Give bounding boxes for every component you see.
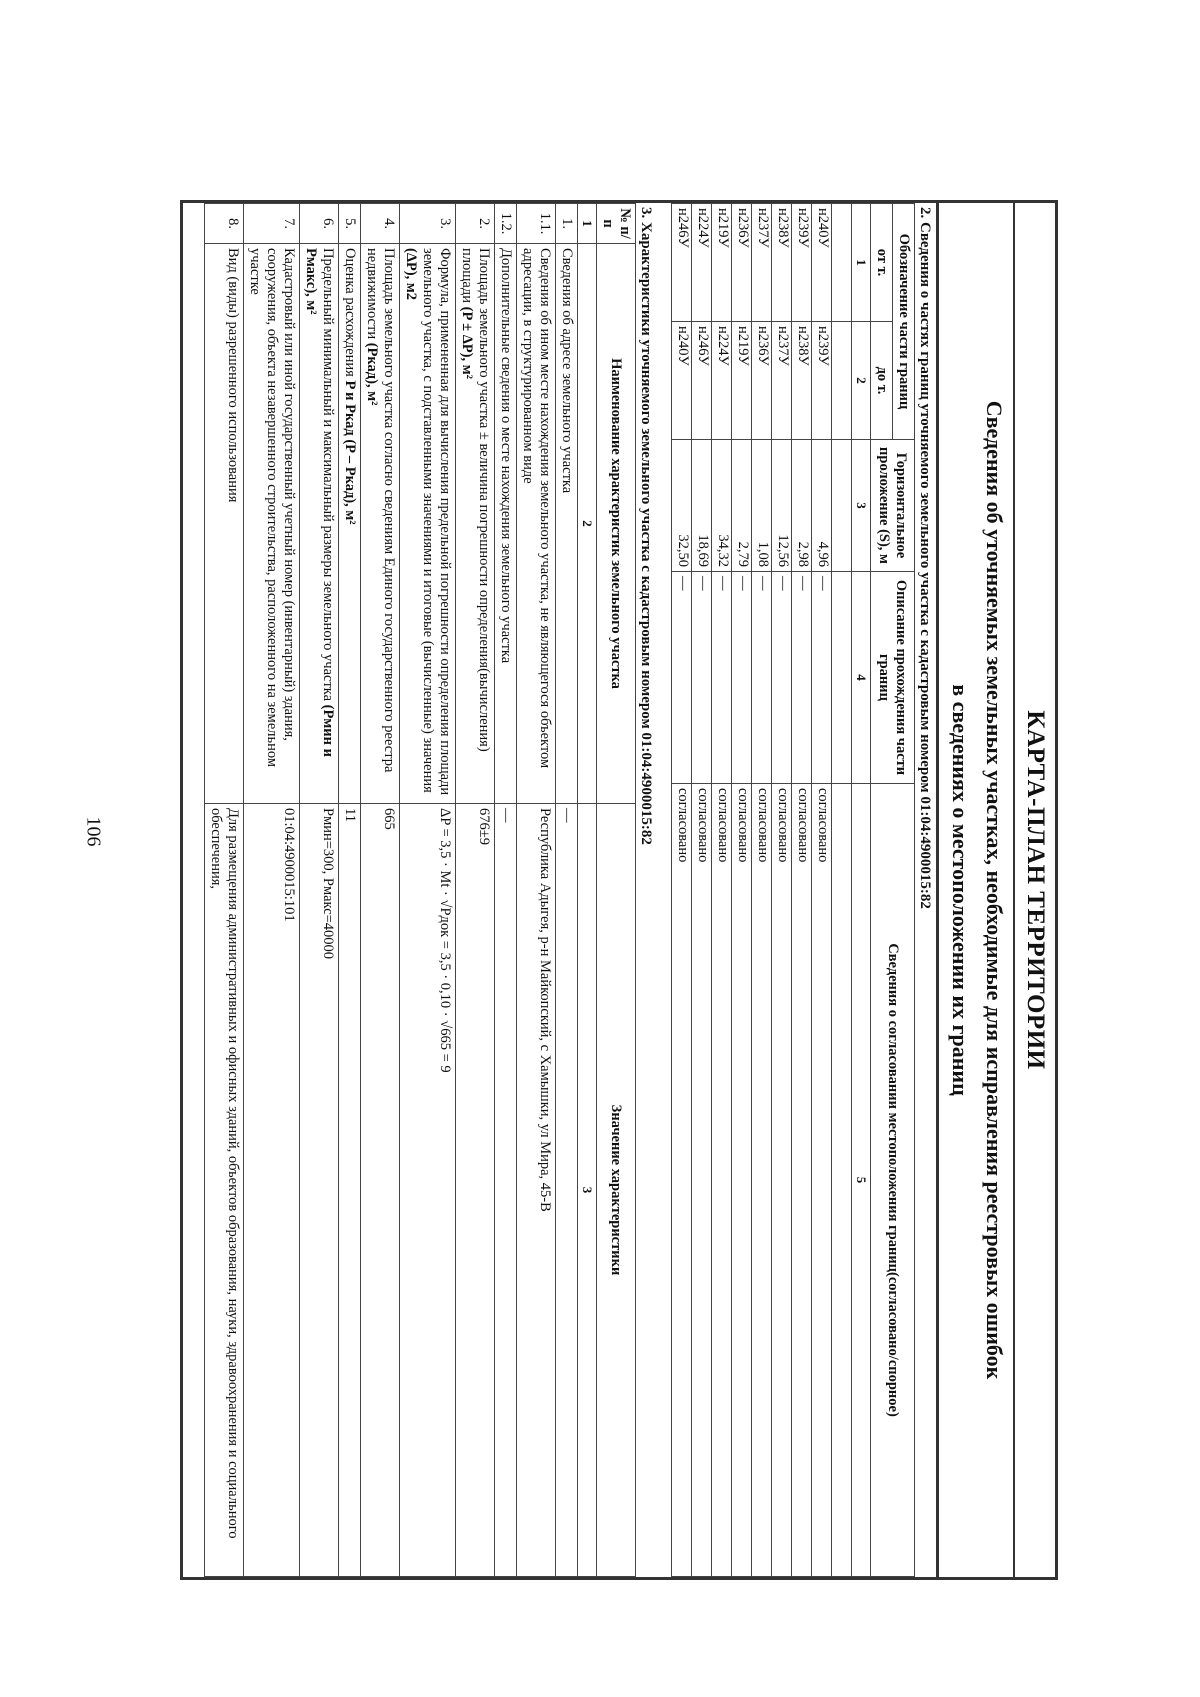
table-row xyxy=(300,204,339,1577)
table-row xyxy=(812,204,832,1577)
characteristic-value: 01:04:4900015:101 xyxy=(244,804,300,1577)
row-number: 6. xyxy=(300,204,339,244)
table-row xyxy=(792,204,812,1577)
horizontal-distance: 18,69 xyxy=(692,440,712,572)
characteristic-name-text: Оценка расхождения xyxy=(342,248,358,377)
characteristic-value: Республика Адыгея, р-н Майкопский, с Хамышки, ул Мира, 45-В xyxy=(517,804,556,1577)
section3-heading: 3. Характеристики уточняемого земельного участка с кадастровым номером 01:04:4900015:82 xyxy=(638,207,654,845)
col-number: 2 xyxy=(852,322,871,440)
characteristic-name xyxy=(339,244,361,804)
col-number: 2 xyxy=(578,244,597,804)
row-number: 7. xyxy=(244,204,300,244)
col-number: № п/п xyxy=(597,204,636,244)
col-number: 4 xyxy=(852,572,871,784)
characteristic-name: Сведения об ином месте нахождения земельного участка, не являющегося объектом адресации, в структурированном виде xyxy=(517,244,556,804)
boundary-description: — xyxy=(732,572,752,784)
characteristic-name: Сведения об адресе земельного участка xyxy=(556,244,578,804)
row-number: 1.2. xyxy=(495,204,517,244)
agreement-status: согласовано xyxy=(752,784,772,1577)
row-number: 2. xyxy=(456,204,495,244)
point-to: н239У xyxy=(812,322,832,440)
boundary-parts-table xyxy=(671,203,915,1577)
agreement-status: согласовано xyxy=(772,784,792,1577)
boundary-description: — xyxy=(792,572,812,784)
col-agreement: Сведения о согласовании местоположения границ(согласовано/спорное) xyxy=(871,784,915,1577)
characteristic-name: Вид (виды) разрешенного использования xyxy=(205,244,244,804)
characteristic-value: 665 xyxy=(361,804,400,1577)
characteristic-name: Дополнительные сведения о месте нахождения земельного участка xyxy=(495,244,517,804)
agreement-status: согласовано xyxy=(812,784,832,1577)
point-from: н224У xyxy=(692,204,712,322)
col-designation: Обозначение части границ xyxy=(893,204,915,440)
col-description: Описание прохождения части границ xyxy=(871,572,915,784)
table-row xyxy=(672,204,692,1577)
characteristic-value: — xyxy=(495,804,517,1577)
point-to: н236У xyxy=(752,322,772,440)
horizontal-distance: 4,96 xyxy=(812,440,832,572)
characteristic-value: — xyxy=(556,804,578,1577)
agreement-status: согласовано xyxy=(792,784,812,1577)
col-number: 5 xyxy=(852,784,871,1577)
agreement-status: согласовано xyxy=(672,784,692,1577)
point-to: н240У xyxy=(672,322,692,440)
characteristic-name xyxy=(456,244,495,804)
point-to: н219У xyxy=(732,322,752,440)
characteristic-name: Кадастровый или иной государственный учетный номер (инвентарный) здания, сооружения, объекта незавершенного строительства, расположенного на земельном участке xyxy=(244,244,300,804)
characteristics-table xyxy=(204,203,636,1577)
agreement-status: согласовано xyxy=(732,784,752,1577)
col-number: 3 xyxy=(852,440,871,572)
col-number: 1 xyxy=(578,204,597,244)
col-from: от т. xyxy=(871,204,893,322)
point-to: н238У xyxy=(792,322,812,440)
col-number: 3 xyxy=(578,804,597,1577)
point-from: н239У xyxy=(792,204,812,322)
characteristic-name-bold: (ΔP), м2 xyxy=(403,248,419,300)
table-row xyxy=(732,204,752,1577)
characteristic-value: Для размещения административных и офисных зданий, объектов образования, науки, здравоохранения и социального обеспечения, xyxy=(205,804,244,1577)
col-to: до т. xyxy=(871,322,893,440)
point-from: н238У xyxy=(772,204,792,322)
boundary-description: — xyxy=(672,572,692,784)
boundary-description: — xyxy=(752,572,772,784)
characteristic-name-text: Предельный минимальный и максимальный размеры земельного участка xyxy=(320,248,336,702)
table-row xyxy=(692,204,712,1577)
characteristic-name xyxy=(361,244,400,804)
table-row xyxy=(205,204,244,1577)
section2-heading: 2. Сведения о частях границ уточняемого земельного участка с кадастровым номером 01:04:4900015:82 xyxy=(917,207,933,909)
characteristic-name-bold: (Ркад), м² xyxy=(364,342,380,406)
row-number: 8. xyxy=(205,204,244,244)
point-to: н224У xyxy=(712,322,732,440)
point-to: н246У xyxy=(692,322,712,440)
characteristic-name-text: Площадь земельного участка согласно сведениям Единого государственного реестра недвижимости xyxy=(364,248,397,773)
table-row xyxy=(772,204,792,1577)
col-number: 1 xyxy=(852,204,871,322)
table-row xyxy=(712,204,732,1577)
row-number: 1.1. xyxy=(517,204,556,244)
table-row xyxy=(339,204,361,1577)
point-from: н237У xyxy=(752,204,772,322)
table-row xyxy=(456,204,495,1577)
characteristic-name-bold: (P ± ΔP), м² xyxy=(459,306,475,379)
col-horizontal: Горизонтальное проложение (S), м xyxy=(871,440,915,572)
table-row xyxy=(556,204,578,1577)
characteristic-name xyxy=(300,244,339,804)
row-number: 1. xyxy=(556,204,578,244)
characteristic-value: ΔP = 3,5 · Mt · √Pдок = 3,5 · 0,10 · √665 = 9 xyxy=(400,804,456,1577)
characteristic-name xyxy=(400,244,456,804)
table-row xyxy=(361,204,400,1577)
table-row xyxy=(400,204,456,1577)
characteristic-name-text: Площадь земельного участка ± величина погрешности определения(вычисления) площади xyxy=(459,248,492,752)
point-from: н236У xyxy=(732,204,752,322)
characteristic-value: 676±9 xyxy=(456,804,495,1577)
point-from: н240У xyxy=(812,204,832,322)
table-row xyxy=(752,204,772,1577)
horizontal-distance: 32,50 xyxy=(672,440,692,572)
col-name: Наименование характеристик земельного участка xyxy=(597,244,636,804)
horizontal-distance: 34,32 xyxy=(712,440,732,572)
agreement-status: согласовано xyxy=(692,784,712,1577)
point-to: н237У xyxy=(772,322,792,440)
subtitle-line-1: Сведения об уточняемых земельных участках, необходимые для исправления реестровых ошибок xyxy=(982,400,1007,1380)
characteristic-value: Рмин=300, Рмакс=40000 xyxy=(300,804,339,1577)
horizontal-distance: 12,56 xyxy=(772,440,792,572)
boundary-description: — xyxy=(772,572,792,784)
document-title: КАРТА-ПЛАН ТЕРРИТОРИИ xyxy=(1013,203,1055,1577)
boundary-description: — xyxy=(692,572,712,784)
document-subtitle xyxy=(936,203,1013,1577)
characteristic-name-bold: (Рмин и Рмакс), м² xyxy=(303,248,336,757)
col-value: Значение характеристики xyxy=(597,804,636,1577)
horizontal-distance: 1,08 xyxy=(752,440,772,572)
boundary-description: — xyxy=(812,572,832,784)
characteristic-name-bold: P и Pкад (P – Ркад), м² xyxy=(342,380,358,525)
page-number: 106 xyxy=(82,816,105,847)
subtitle-line-2: в сведениях о местоположении их границ xyxy=(948,684,973,1096)
characteristic-name-text: Формула, примененная для вычисления предельной погрешности определения площади земельного участка, с подставленными значениями и итоговые (вычисленные) значения xyxy=(420,248,453,796)
row-number: 3. xyxy=(400,204,456,244)
row-number: 4. xyxy=(361,204,400,244)
horizontal-distance: 2,98 xyxy=(792,440,812,572)
point-from: н246У xyxy=(672,204,692,322)
table-row xyxy=(517,204,556,1577)
point-from: н219У xyxy=(712,204,732,322)
agreement-status: согласовано xyxy=(712,784,732,1577)
boundary-description: — xyxy=(712,572,732,784)
document-sheet xyxy=(180,200,1058,1580)
table-row xyxy=(244,204,300,1577)
characteristic-value: 11 xyxy=(339,804,361,1577)
table-row xyxy=(495,204,517,1577)
row-number: 5. xyxy=(339,204,361,244)
horizontal-distance: 2,79 xyxy=(732,440,752,572)
